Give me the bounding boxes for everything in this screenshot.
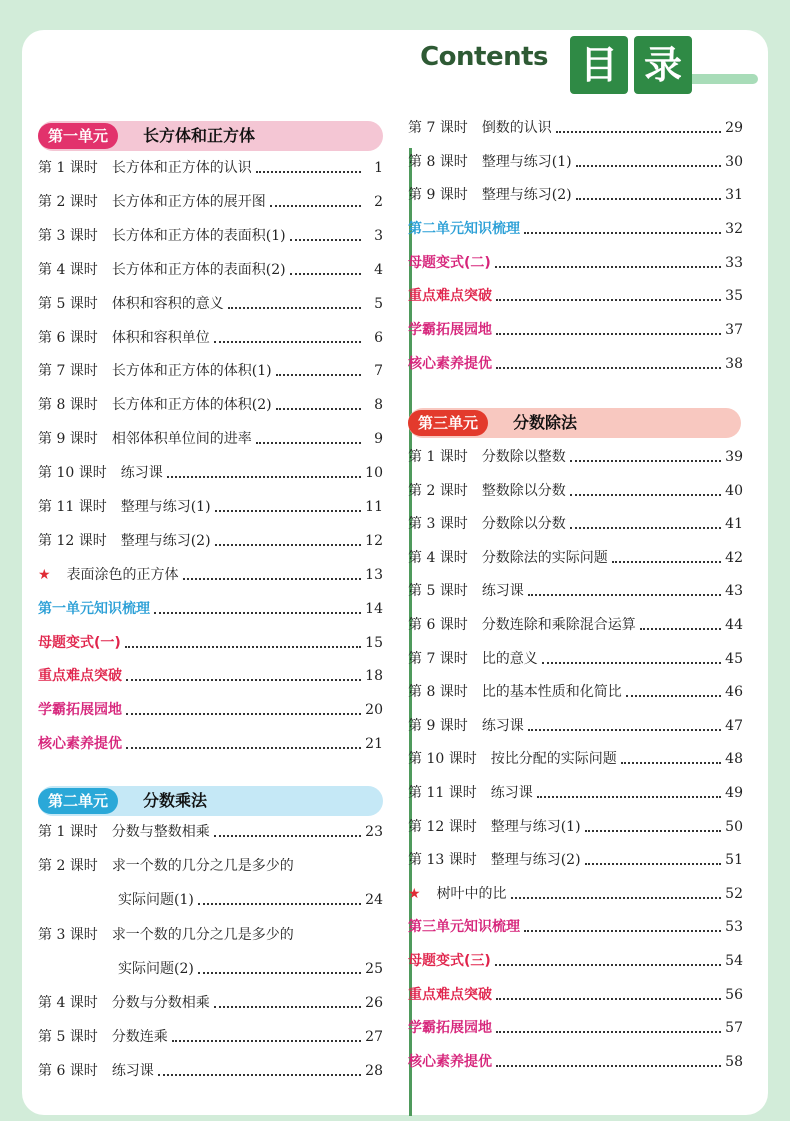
dot-leader xyxy=(126,711,361,715)
toc-entry[interactable] xyxy=(38,254,383,280)
page-number: 35 xyxy=(725,288,743,304)
lesson-number: 第 3 课时 xyxy=(38,228,98,244)
page-number: 42 xyxy=(725,550,743,566)
page-number: 46 xyxy=(725,684,743,700)
toc-entry[interactable] xyxy=(38,1021,383,1047)
toc-special-entry[interactable] xyxy=(38,694,383,720)
page-number: 15 xyxy=(365,635,383,651)
entry-title: 分数与整数相乘 xyxy=(111,824,210,840)
entry-title: 整数除以分数 xyxy=(481,483,566,499)
lesson-number: 第 2 课时 xyxy=(38,858,98,874)
toc-entry[interactable] xyxy=(38,186,383,212)
page-number: 9 xyxy=(374,431,383,447)
entry-title: 核心素养提优 xyxy=(408,356,492,372)
dot-leader xyxy=(496,331,721,335)
entry-title: 实际问题(1) xyxy=(118,892,194,908)
page-number: 50 xyxy=(725,819,743,835)
page-number: 25 xyxy=(365,961,383,977)
page-number: 13 xyxy=(365,567,383,583)
entry-title: 分数连乘 xyxy=(111,1029,168,1045)
page-number: 56 xyxy=(725,987,743,1003)
lesson-number: 第 9 课时 xyxy=(38,431,98,447)
page-number: 14 xyxy=(365,601,383,617)
entry-title: 体积和容积的意义 xyxy=(111,296,224,312)
toc-entry[interactable] xyxy=(408,676,743,702)
entry-title: 分数除以整数 xyxy=(481,449,566,465)
dot-leader xyxy=(570,492,721,496)
page-number: 49 xyxy=(725,785,743,801)
page-number: 5 xyxy=(374,296,383,312)
toc-entry[interactable] xyxy=(38,919,383,945)
page-number: 44 xyxy=(725,617,743,633)
toc-entry[interactable] xyxy=(38,1055,383,1081)
right-column xyxy=(408,0,753,1121)
page-number: 30 xyxy=(725,154,743,170)
lesson-number: 第 2 课时 xyxy=(408,483,468,499)
entry-title: 长方体和正方体的展开图 xyxy=(111,194,266,210)
dot-leader xyxy=(570,458,721,462)
dot-leader xyxy=(626,693,721,697)
dot-leader xyxy=(496,297,721,301)
toc-entry[interactable] xyxy=(38,525,383,551)
lesson-number: 第 8 课时 xyxy=(408,684,468,700)
dot-leader xyxy=(511,895,721,899)
star-icon: ★ xyxy=(408,886,421,902)
page-number: 2 xyxy=(374,194,383,210)
unit-1-header[interactable] xyxy=(38,121,383,151)
toc-entry[interactable] xyxy=(408,146,743,172)
toc-entry[interactable] xyxy=(38,220,383,246)
toc-entry[interactable] xyxy=(408,441,743,467)
entry-title: 学霸拓展园地 xyxy=(408,1020,492,1036)
dot-leader xyxy=(154,610,361,614)
toc-entry[interactable] xyxy=(38,389,383,415)
page-number: 18 xyxy=(365,668,383,684)
page-number: 54 xyxy=(725,953,743,969)
toc-entry[interactable] xyxy=(38,457,383,483)
lesson-number: 第 6 课时 xyxy=(38,1063,98,1079)
page-number: 53 xyxy=(725,919,743,935)
dot-leader xyxy=(496,996,721,1000)
lesson-number: 第 8 课时 xyxy=(38,397,98,413)
page-number: 51 xyxy=(725,852,743,868)
dot-leader xyxy=(290,271,361,275)
page-number: 6 xyxy=(374,330,383,346)
page-number: 47 xyxy=(725,718,743,734)
dot-leader xyxy=(214,833,361,837)
dot-leader xyxy=(612,559,721,563)
entry-title: 长方体和正方体的认识 xyxy=(111,160,252,176)
entry-title: 整理与练习(1) xyxy=(490,819,581,835)
entry-title: 学霸拓展园地 xyxy=(408,322,492,338)
toc-special-entry[interactable] xyxy=(38,627,383,653)
page-number: 1 xyxy=(374,160,383,176)
toc-special-entry[interactable] xyxy=(408,348,743,374)
entry-title: 重点难点突破 xyxy=(408,987,492,1003)
entry-title: 表面涂色的正方体 xyxy=(66,567,179,583)
entry-title: 分数除法的实际问题 xyxy=(481,550,608,566)
unit-1-title: 长方体和正方体 xyxy=(143,126,256,145)
dot-leader xyxy=(528,727,721,731)
entry-title: 练习课 xyxy=(120,465,163,481)
page-number: 4 xyxy=(374,262,383,278)
toc-special-entry[interactable] xyxy=(408,979,743,1005)
toc-entry[interactable] xyxy=(38,288,383,314)
entry-title: 树叶中的比 xyxy=(436,886,507,902)
page-number: 58 xyxy=(725,1054,743,1070)
lesson-number: 第 11 课时 xyxy=(408,785,477,801)
toc-special-entry[interactable] xyxy=(408,911,743,937)
lesson-number: 第 10 课时 xyxy=(408,751,477,767)
dot-leader xyxy=(270,203,361,207)
dot-leader xyxy=(126,677,361,681)
lesson-number: 第 1 课时 xyxy=(38,160,98,176)
dot-leader xyxy=(126,745,361,749)
lesson-number: 第 5 课时 xyxy=(38,296,98,312)
star-icon: ★ xyxy=(38,567,51,583)
lesson-number: 第 9 课时 xyxy=(408,187,468,203)
toc-entry[interactable] xyxy=(38,884,383,910)
unit-3-header[interactable] xyxy=(408,408,741,438)
entry-title: 练习课 xyxy=(481,718,524,734)
dot-leader xyxy=(495,962,721,966)
entry-title: 比的基本性质和化简比 xyxy=(481,684,622,700)
entry-title: 重点难点突破 xyxy=(408,288,492,304)
lesson-number: 第 5 课时 xyxy=(38,1029,98,1045)
toc-special-entry[interactable] xyxy=(38,728,383,754)
entry-title: 求一个数的几分之几是多少的 xyxy=(111,858,294,874)
dot-leader xyxy=(640,626,721,630)
page-number: 11 xyxy=(365,499,383,515)
toc-entry[interactable] xyxy=(408,643,743,669)
lesson-number: 第 4 课时 xyxy=(38,995,98,1011)
dot-leader xyxy=(524,928,721,932)
toc-entry[interactable] xyxy=(408,878,743,904)
page-number: 10 xyxy=(365,465,383,481)
page-number: 12 xyxy=(365,533,383,549)
entry-title: 整理与练习(1) xyxy=(120,499,211,515)
entry-title: 长方体和正方体的体积(1) xyxy=(111,363,272,379)
entry-title: 第一单元知识梳理 xyxy=(38,601,150,617)
entry-title: 练习课 xyxy=(490,785,533,801)
entry-title: 长方体和正方体的表面积(2) xyxy=(111,262,286,278)
entry-title: 分数除以分数 xyxy=(481,516,566,532)
dot-leader xyxy=(256,440,361,444)
lesson-number: 第 7 课时 xyxy=(408,120,468,136)
toc-entry[interactable] xyxy=(408,811,743,837)
lesson-number: 第 7 课时 xyxy=(38,363,98,379)
entry-title: 按比分配的实际问题 xyxy=(490,751,617,767)
toc-special-entry[interactable] xyxy=(408,945,743,971)
entry-title: 比的意义 xyxy=(481,651,538,667)
entry-title: 第二单元知识梳理 xyxy=(408,221,520,237)
dot-leader xyxy=(215,542,361,546)
page-number: 33 xyxy=(725,255,743,271)
entry-title: 重点难点突破 xyxy=(38,668,122,684)
lesson-number: 第 3 课时 xyxy=(408,516,468,532)
toc-entry[interactable] xyxy=(38,816,383,842)
entry-title: 练习课 xyxy=(111,1063,154,1079)
dot-leader xyxy=(214,1004,361,1008)
page-number: 37 xyxy=(725,322,743,338)
dot-leader xyxy=(496,1063,721,1067)
toc-special-entry[interactable] xyxy=(408,1012,743,1038)
page-number: 40 xyxy=(725,483,743,499)
page-number: 45 xyxy=(725,651,743,667)
toc-entry[interactable] xyxy=(38,355,383,381)
lesson-number: 第 7 课时 xyxy=(408,651,468,667)
entry-title: 长方体和正方体的体积(2) xyxy=(111,397,272,413)
entry-title: 整理与练习(2) xyxy=(490,852,581,868)
toc-special-entry[interactable] xyxy=(408,280,743,306)
lesson-number: 第 3 课时 xyxy=(38,927,98,943)
dot-leader xyxy=(524,230,721,234)
entry-title: 核心素养提优 xyxy=(38,736,122,752)
dot-leader xyxy=(214,339,361,343)
dot-leader xyxy=(167,474,361,478)
entry-title: 学霸拓展园地 xyxy=(38,702,122,718)
toc-entry[interactable] xyxy=(408,844,743,870)
unit-2-title: 分数乘法 xyxy=(143,791,208,810)
left-column xyxy=(38,0,383,1121)
toc-entry[interactable] xyxy=(408,179,743,205)
toc-entry[interactable] xyxy=(38,423,383,449)
dot-leader xyxy=(228,305,361,309)
page-number: 23 xyxy=(365,824,383,840)
lesson-number: 第 6 课时 xyxy=(408,617,468,633)
page-number: 57 xyxy=(725,1020,743,1036)
toc-entry[interactable] xyxy=(408,112,743,138)
dot-leader xyxy=(528,592,721,596)
lesson-number: 第 2 课时 xyxy=(38,194,98,210)
page-number: 20 xyxy=(365,702,383,718)
toc-entry[interactable] xyxy=(38,987,383,1013)
dot-leader xyxy=(276,372,361,376)
lesson-number: 第 13 课时 xyxy=(408,852,477,868)
dot-leader xyxy=(585,861,721,865)
title-char-1: 目 xyxy=(570,36,628,94)
toc-entry[interactable] xyxy=(38,953,383,979)
entry-title: 长方体和正方体的表面积(1) xyxy=(111,228,286,244)
unit-2-header[interactable] xyxy=(38,786,383,816)
dot-leader xyxy=(290,237,361,241)
lesson-number: 第 1 课时 xyxy=(38,824,98,840)
entry-title: 母题变式(三) xyxy=(408,953,491,969)
page-number: 8 xyxy=(374,397,383,413)
toc-special-entry[interactable] xyxy=(408,1046,743,1072)
page-number: 32 xyxy=(725,221,743,237)
page-number: 26 xyxy=(365,995,383,1011)
dot-leader xyxy=(496,1029,721,1033)
entry-title: 第三单元知识梳理 xyxy=(408,919,520,935)
lesson-number: 第 4 课时 xyxy=(38,262,98,278)
dot-leader xyxy=(495,264,721,268)
unit-1-badge: 第一单元 xyxy=(38,123,118,149)
toc-special-entry[interactable] xyxy=(408,247,743,273)
toc-entry[interactable] xyxy=(408,475,743,501)
lesson-number: 第 12 课时 xyxy=(408,819,477,835)
entry-title: 实际问题(2) xyxy=(118,961,194,977)
toc-entry[interactable] xyxy=(38,322,383,348)
entry-title: 整理与练习(2) xyxy=(481,187,572,203)
lesson-number: 第 9 课时 xyxy=(408,718,468,734)
lesson-number: 第 8 课时 xyxy=(408,154,468,170)
toc-special-entry[interactable] xyxy=(38,660,383,686)
toc-entry[interactable] xyxy=(408,609,743,635)
dot-leader xyxy=(576,163,721,167)
entry-title: 分数连除和乘除混合运算 xyxy=(481,617,636,633)
toc-entry[interactable] xyxy=(38,491,383,517)
toc-entry[interactable] xyxy=(408,710,743,736)
contents-label: Contents xyxy=(420,42,548,72)
page-number: 43 xyxy=(725,583,743,599)
dot-leader xyxy=(556,129,721,133)
dot-leader xyxy=(158,1072,361,1076)
dot-leader xyxy=(621,760,721,764)
toc-special-entry[interactable] xyxy=(408,213,743,239)
dot-leader xyxy=(198,970,361,974)
lesson-number: 第 10 课时 xyxy=(38,465,107,481)
dot-leader xyxy=(198,901,361,905)
dot-leader xyxy=(276,406,361,410)
dot-leader xyxy=(570,525,721,529)
unit-2-badge: 第二单元 xyxy=(38,788,118,814)
toc-entry[interactable] xyxy=(408,542,743,568)
toc-entry[interactable] xyxy=(38,152,383,178)
dot-leader xyxy=(256,169,361,173)
entry-title: 分数与分数相乘 xyxy=(111,995,210,1011)
page-number: 39 xyxy=(725,449,743,465)
page-number: 21 xyxy=(365,736,383,752)
toc-entry[interactable] xyxy=(38,850,383,876)
toc-special-entry[interactable] xyxy=(38,593,383,619)
lesson-number: 第 12 课时 xyxy=(38,533,107,549)
entry-title: 倒数的认识 xyxy=(481,120,552,136)
page-number: 38 xyxy=(725,356,743,372)
dot-leader xyxy=(542,660,721,664)
entry-title: 整理与练习(1) xyxy=(481,154,572,170)
entry-title: 求一个数的几分之几是多少的 xyxy=(111,927,294,943)
dot-leader xyxy=(183,576,361,580)
unit-3-title: 分数除法 xyxy=(513,413,578,432)
toc-entry[interactable] xyxy=(408,508,743,534)
entry-title: 母题变式(一) xyxy=(38,635,121,651)
page-number: 29 xyxy=(725,120,743,136)
unit-3-badge: 第三单元 xyxy=(408,410,488,436)
page-number: 31 xyxy=(725,187,743,203)
entry-title: 核心素养提优 xyxy=(408,1054,492,1070)
page-number: 24 xyxy=(365,892,383,908)
toc-entry[interactable] xyxy=(38,559,383,585)
lesson-number: 第 1 课时 xyxy=(408,449,468,465)
dot-leader xyxy=(496,365,721,369)
lesson-number: 第 6 课时 xyxy=(38,330,98,346)
toc-special-entry[interactable] xyxy=(408,314,743,340)
lesson-number: 第 4 课时 xyxy=(408,550,468,566)
dot-leader xyxy=(576,196,721,200)
entry-title: 整理与练习(2) xyxy=(120,533,211,549)
entry-title: 母题变式(二) xyxy=(408,255,491,271)
dot-leader xyxy=(585,828,721,832)
entry-title: 相邻体积单位间的进率 xyxy=(111,431,252,447)
lesson-number: 第 11 课时 xyxy=(38,499,107,515)
page-number: 7 xyxy=(374,363,383,379)
title-char-2: 录 xyxy=(634,36,692,94)
page-number: 52 xyxy=(725,886,743,902)
page-number: 28 xyxy=(365,1063,383,1079)
entry-title: 体积和容积单位 xyxy=(111,330,210,346)
entry-title: 练习课 xyxy=(481,583,524,599)
page-number: 3 xyxy=(374,228,383,244)
dot-leader xyxy=(125,644,361,648)
toc-entry[interactable] xyxy=(408,575,743,601)
page-number: 41 xyxy=(725,516,743,532)
toc-entry[interactable] xyxy=(408,777,743,803)
page-number: 48 xyxy=(725,751,743,767)
lesson-number: 第 5 课时 xyxy=(408,583,468,599)
dot-leader xyxy=(215,508,361,512)
toc-entry[interactable] xyxy=(408,743,743,769)
dot-leader xyxy=(537,794,721,798)
page-number: 27 xyxy=(365,1029,383,1045)
dot-leader xyxy=(172,1038,361,1042)
